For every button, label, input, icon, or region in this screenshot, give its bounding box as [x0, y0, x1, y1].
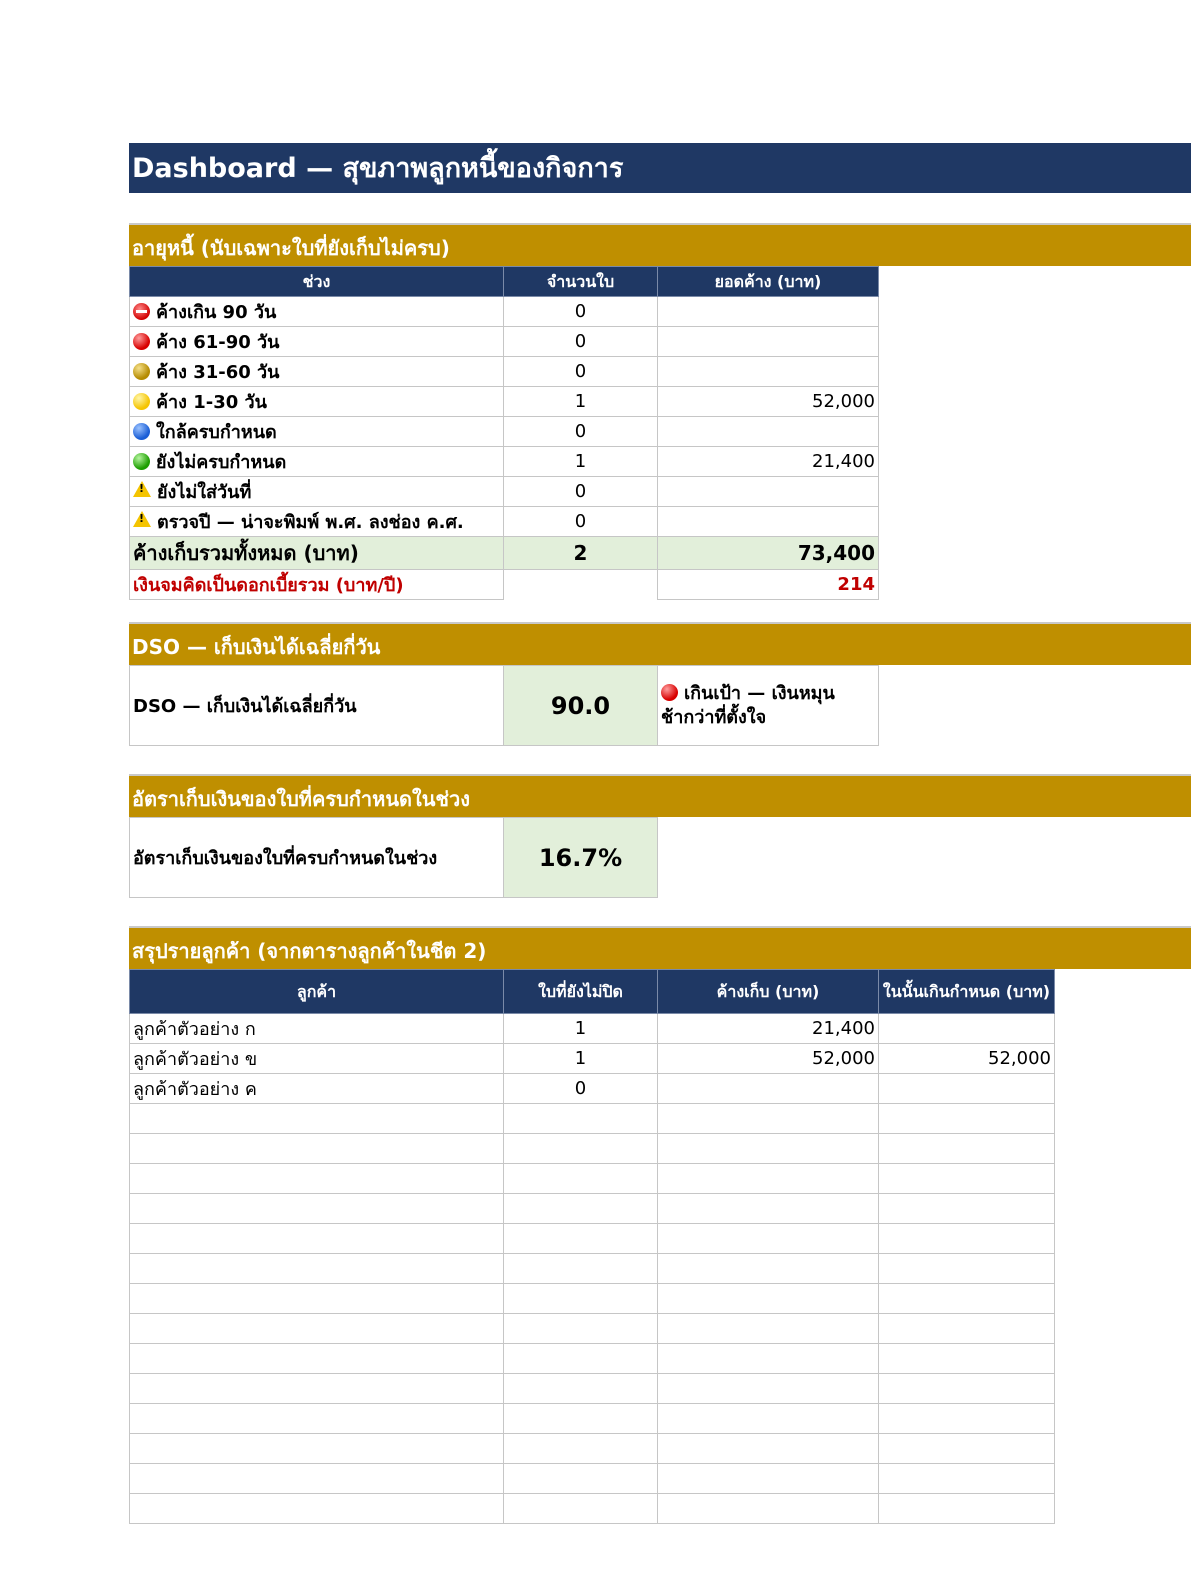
empty-cell[interactable] [658, 1314, 879, 1344]
customer-overdue[interactable] [879, 1074, 1055, 1104]
empty-cell[interactable] [130, 1164, 504, 1194]
red-circle-icon [133, 333, 150, 350]
collection-value[interactable]: 16.7% [504, 818, 658, 898]
green-circle-icon [133, 453, 150, 470]
collection-label[interactable]: อัตราเก็บเงินของใบที่ครบกำหนดในช่วง [130, 818, 504, 898]
empty-cell[interactable] [504, 1464, 658, 1494]
aging-interest-row[interactable] [130, 570, 879, 600]
aging-header-count: จำนวนใบ [504, 267, 658, 297]
empty-cell[interactable] [658, 1224, 879, 1254]
empty-cell[interactable] [130, 1404, 504, 1434]
amber-circle-icon [133, 363, 150, 380]
aging-total-row[interactable] [130, 537, 879, 570]
empty-cell[interactable] [879, 1224, 1055, 1254]
empty-cell[interactable] [504, 1344, 658, 1374]
empty-cell[interactable] [658, 1404, 879, 1434]
table-row-empty[interactable] [130, 1344, 1055, 1374]
empty-cell[interactable] [130, 1284, 504, 1314]
aging-interest-empty[interactable] [504, 570, 658, 600]
empty-cell[interactable] [879, 1104, 1055, 1134]
empty-cell[interactable] [130, 1224, 504, 1254]
aging-header-range: ช่วง [130, 267, 504, 297]
table-row-empty[interactable] [130, 1434, 1055, 1464]
collection-table [129, 817, 658, 898]
table-row-empty[interactable] [130, 1464, 1055, 1494]
aging-label: ตรวจปี — น่าจะพิมพ์ พ.ศ. ลงช่อง ค.ศ. [157, 512, 464, 533]
dso-section-header: DSO — เก็บเงินได้เฉลี่ยกี่วัน [129, 622, 1191, 665]
red-circle-icon [661, 684, 678, 701]
empty-cell[interactable] [658, 1374, 879, 1404]
table-row-empty[interactable] [130, 1254, 1055, 1284]
customer-overdue[interactable] [879, 1014, 1055, 1044]
empty-cell[interactable] [879, 1434, 1055, 1464]
empty-cell[interactable] [658, 1194, 879, 1224]
empty-cell[interactable] [504, 1224, 658, 1254]
empty-cell[interactable] [504, 1314, 658, 1344]
empty-cell[interactable] [879, 1134, 1055, 1164]
empty-cell[interactable] [658, 1134, 879, 1164]
table-row[interactable] [130, 1014, 1055, 1044]
aging-total-count[interactable]: 2 [504, 537, 658, 570]
empty-cell[interactable] [130, 1344, 504, 1374]
aging-count[interactable]: 1 [504, 447, 658, 477]
empty-cell[interactable] [658, 1284, 879, 1314]
warning-icon [133, 481, 151, 497]
aging-count[interactable]: 0 [504, 297, 658, 327]
empty-cell[interactable] [504, 1254, 658, 1284]
customers-header-name: ลูกค้า [130, 970, 504, 1014]
stop-icon [133, 303, 150, 320]
empty-cell[interactable] [658, 1164, 879, 1194]
aging-label: ค้าง 31-60 วัน [156, 362, 280, 383]
empty-cell[interactable] [658, 1104, 879, 1134]
table-row-empty[interactable] [130, 1224, 1055, 1254]
empty-cell[interactable] [658, 1254, 879, 1284]
empty-cell[interactable] [504, 1194, 658, 1224]
empty-cell[interactable] [879, 1194, 1055, 1224]
aging-row[interactable] [130, 417, 879, 447]
dso-table [129, 665, 879, 746]
aging-label: ค้าง 61-90 วัน [156, 332, 280, 353]
aging-amount[interactable] [658, 297, 879, 327]
customers-table [129, 969, 1055, 1524]
empty-cell[interactable] [879, 1374, 1055, 1404]
aging-amount[interactable] [658, 357, 879, 387]
empty-cell[interactable] [879, 1254, 1055, 1284]
aging-count[interactable]: 1 [504, 387, 658, 417]
aging-row[interactable] [130, 477, 879, 507]
customer-name[interactable]: ลูกค้าตัวอย่าง ข [130, 1044, 504, 1074]
table-row[interactable] [130, 1074, 1055, 1104]
customers-section-header: สรุปรายลูกค้า (จากตารางลูกค้าในชีต 2) [129, 926, 1191, 969]
aging-label: ค้างเกิน 90 วัน [156, 302, 277, 323]
table-row-empty[interactable] [130, 1194, 1055, 1224]
dashboard-title: Dashboard — สุขภาพลูกหนี้ของกิจการ [129, 143, 1191, 193]
aging-interest-label[interactable]: เงินจมคิดเป็นดอกเบี้ยรวม (บาท/ปี) [130, 570, 504, 600]
dso-value[interactable]: 90.0 [504, 666, 658, 746]
table-row-empty[interactable] [130, 1404, 1055, 1434]
empty-cell[interactable] [658, 1434, 879, 1464]
aging-amount[interactable]: 52,000 [658, 387, 879, 417]
empty-cell[interactable] [879, 1314, 1055, 1344]
aging-row[interactable] [130, 447, 879, 477]
empty-cell[interactable] [504, 1434, 658, 1464]
empty-cell[interactable] [658, 1344, 879, 1374]
collection-section-header: อัตราเก็บเงินของใบที่ครบกำหนดในช่วง [129, 774, 1191, 817]
aging-interest-amount[interactable]: 214 [658, 570, 879, 600]
aging-amount[interactable] [658, 417, 879, 447]
empty-cell[interactable] [504, 1134, 658, 1164]
customer-outstanding[interactable]: 52,000 [658, 1044, 879, 1074]
table-row-empty[interactable] [130, 1134, 1055, 1164]
empty-cell[interactable] [879, 1284, 1055, 1314]
empty-cell[interactable] [504, 1404, 658, 1434]
aging-label: ค้าง 1-30 วัน [156, 392, 267, 413]
empty-cell[interactable] [658, 1494, 879, 1524]
customer-outstanding[interactable]: 21,400 [658, 1014, 879, 1044]
aging-count[interactable]: 0 [504, 507, 658, 537]
customers-header-open: ใบที่ยังไม่ปิด [504, 970, 658, 1014]
dso-label[interactable]: DSO — เก็บเงินได้เฉลี่ยกี่วัน [130, 666, 504, 746]
dso-status[interactable] [658, 666, 879, 746]
empty-cell[interactable] [130, 1464, 504, 1494]
aging-label: ยังไม่ใส่วันที่ [157, 482, 252, 503]
empty-cell[interactable] [879, 1404, 1055, 1434]
aging-amount[interactable]: 21,400 [658, 447, 879, 477]
aging-row[interactable] [130, 297, 879, 327]
customers-header-overdue: ในนั้นเกินกำหนด (บาท) [879, 970, 1055, 1014]
aging-count[interactable]: 0 [504, 417, 658, 447]
empty-cell[interactable] [504, 1494, 658, 1524]
empty-cell[interactable] [658, 1464, 879, 1494]
aging-row[interactable] [130, 357, 879, 387]
table-row-empty[interactable] [130, 1104, 1055, 1134]
aging-total-amount[interactable]: 73,400 [658, 537, 879, 570]
aging-label: ใกล้ครบกำหนด [156, 422, 277, 443]
customers-header-outstanding: ค้างเก็บ (บาท) [658, 970, 879, 1014]
empty-cell[interactable] [504, 1374, 658, 1404]
empty-cell[interactable] [130, 1104, 504, 1134]
aging-count[interactable]: 0 [504, 357, 658, 387]
table-row-empty[interactable] [130, 1164, 1055, 1194]
warning-icon [133, 511, 151, 527]
customer-open[interactable]: 0 [504, 1074, 658, 1104]
table-row-empty[interactable] [130, 1284, 1055, 1314]
empty-cell[interactable] [130, 1194, 504, 1224]
empty-cell[interactable] [504, 1284, 658, 1314]
blue-circle-icon [133, 423, 150, 440]
customer-open[interactable]: 1 [504, 1014, 658, 1044]
empty-cell[interactable] [879, 1494, 1055, 1524]
aging-row[interactable] [130, 327, 879, 357]
aging-amount[interactable] [658, 477, 879, 507]
customer-open[interactable]: 1 [504, 1044, 658, 1074]
yellow-circle-icon [133, 393, 150, 410]
customer-name[interactable]: ลูกค้าตัวอย่าง ก [130, 1014, 504, 1044]
empty-cell[interactable] [130, 1374, 504, 1404]
aging-label: ยังไม่ครบกำหนด [156, 452, 287, 473]
empty-cell[interactable] [504, 1164, 658, 1194]
aging-row[interactable] [130, 507, 879, 537]
aging-table [129, 266, 879, 600]
empty-cell[interactable] [130, 1134, 504, 1164]
aging-amount[interactable] [658, 327, 879, 357]
aging-total-label[interactable]: ค้างเก็บรวมทั้งหมด (บาท) [130, 537, 504, 570]
table-row[interactable] [130, 1044, 1055, 1074]
dso-status-line1: เกินเป้า — เงินหมุน [684, 682, 835, 704]
table-row-empty[interactable] [130, 1494, 1055, 1524]
aging-header-amount: ยอดค้าง (บาท) [658, 267, 879, 297]
customer-outstanding[interactable] [658, 1074, 879, 1104]
aging-count[interactable]: 0 [504, 327, 658, 357]
aging-count[interactable]: 0 [504, 477, 658, 507]
empty-cell[interactable] [879, 1344, 1055, 1374]
customer-overdue[interactable]: 52,000 [879, 1044, 1055, 1074]
empty-cell[interactable] [504, 1104, 658, 1134]
table-row-empty[interactable] [130, 1314, 1055, 1344]
aging-row[interactable] [130, 387, 879, 417]
table-row-empty[interactable] [130, 1374, 1055, 1404]
customer-name[interactable]: ลูกค้าตัวอย่าง ค [130, 1074, 504, 1104]
empty-cell[interactable] [879, 1464, 1055, 1494]
empty-cell[interactable] [879, 1164, 1055, 1194]
dso-status-line2: ช้ากว่าที่ตั้งใจ [661, 706, 767, 728]
aging-amount[interactable] [658, 507, 879, 537]
empty-cell[interactable] [130, 1314, 504, 1344]
aging-section-header: อายุหนี้ (นับเฉพาะใบที่ยังเก็บไม่ครบ) [129, 223, 1191, 266]
empty-cell[interactable] [130, 1254, 504, 1284]
empty-cell[interactable] [130, 1494, 504, 1524]
empty-cell[interactable] [130, 1434, 504, 1464]
